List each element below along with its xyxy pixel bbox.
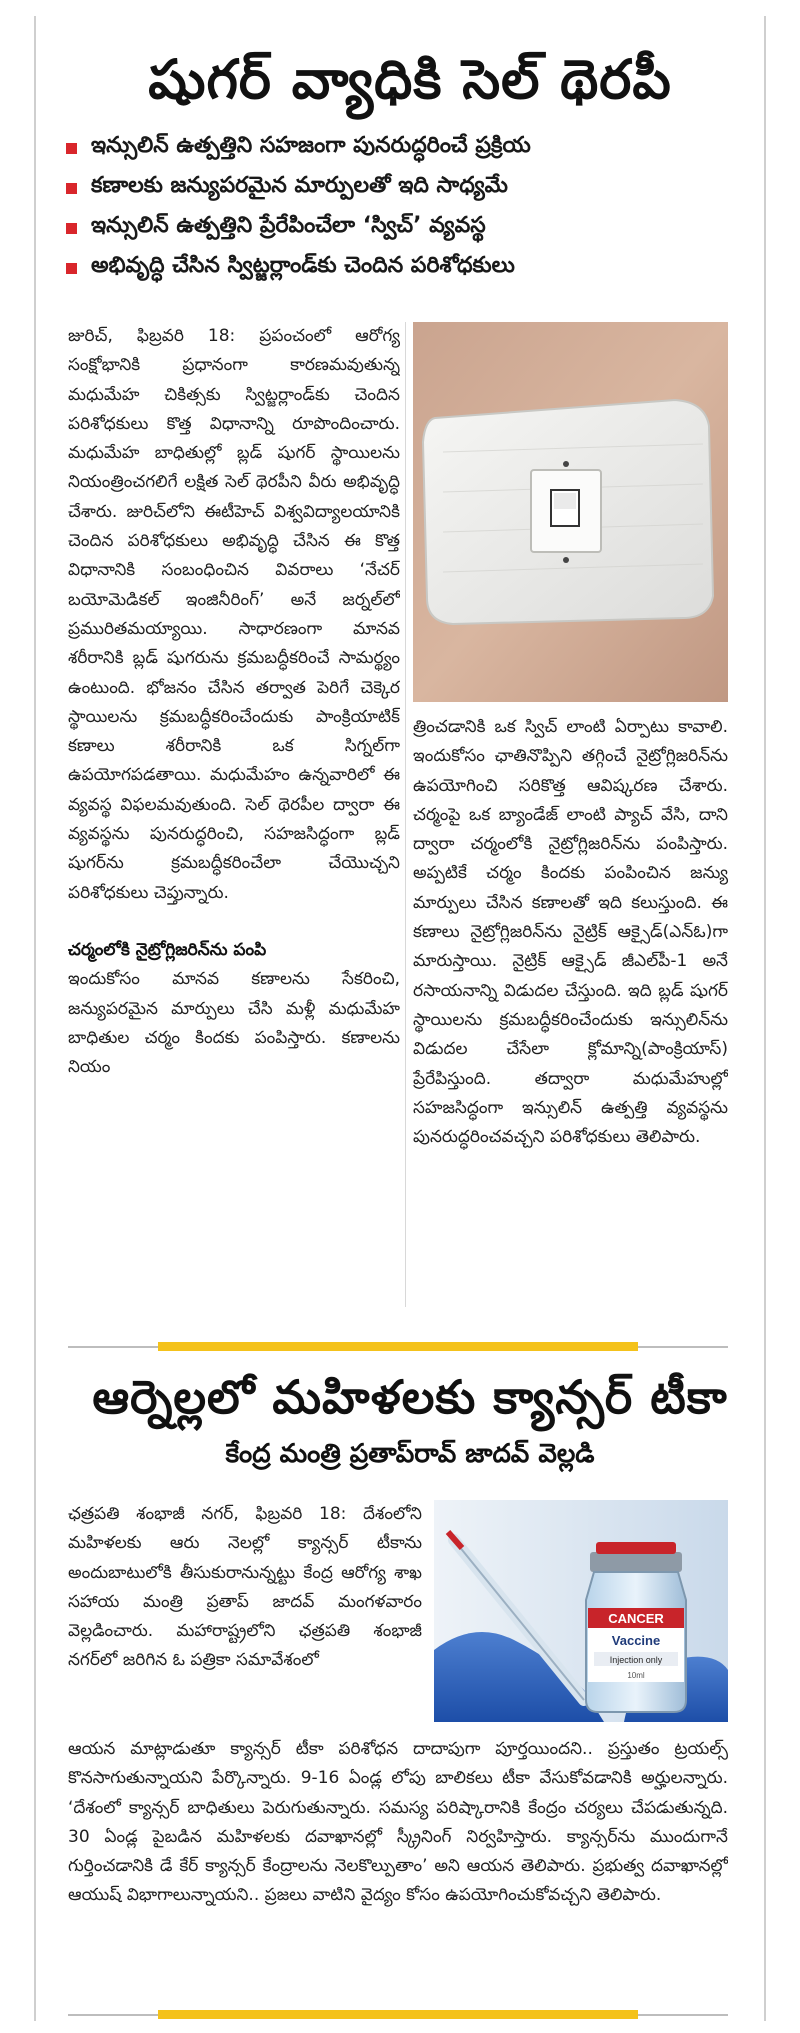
article1-right-column <box>413 713 728 1311</box>
bullet-item: ఇన్సులిన్ ఉత్పత్తిని సహజంగా పునరుద్ధరించే ప్రక్రియ <box>66 128 756 168</box>
left-border <box>34 16 36 2021</box>
vial-label-volume: 10ml <box>627 1671 645 1680</box>
article1-body-left: జురిచ్, ఫిబ్రవరి 18: ప్రపంచంలో ఆరోగ్య సంక్షోభానికి ప్రధానంగా కారణమవుతున్న మధుమేహ చికిత్సకు స్విట్జర్లాండ్‌కు చెందిన పరిశోధకులు కొత్త విధానాన్ని రూపొందించారు. మధుమేహ బాధితుల్లో బ్లడ్ షుగర్ స్థాయిలను నియంత్రించగలిగే లక్షిత సెల్ థెరపీని వీరు అభివృద్ధి చేశారు. జురిచ్‌లోని ఈటీహెచ్ విశ్వవిద్యాలయానికి చెందిన పరిశోధకులు అభివృద్ధి చేసిన ఈ కొత్త విధానానికి సంబంధించిన వివరాలు ‘నేచర్ బయోమెడికల్ ఇంజినీరింగ్’ అనే జర్నల్‌లో ప్రమురితమయ్యాయి. సాధారణంగా మానవ శరీరానికి బ్లడ్ షుగరును క్రమబద్ధీకరించే సామర్థ్యం ఉంటుంది. భోజనం చేసిన తర్వాత పెరిగే చెక్కెర స్థాయిలను క్రమబద్ధీకరించేందుకు పాంక్రియాటిక్ కణాలు శరీరానికి ఒక సిగ్నల్‌గా ఉపయోగపడతాయి. మధుమేహం ఉన్నవారిలో ఈ వ్యవస్థ విఫలమవుతుంది. సెల్ థెరపీల ద్వారా ఈ వ్యవస్థను పునరుద్ధరించి, సహజసిద్ధంగా బ్లడ్ షుగర్‌ను క్రమబద్ధీకరించేలా చేయొచ్చని పరిశోధకులు చెప్తున్నారు. <box>68 326 400 903</box>
bullet-item: అభివృద్ధి చేసిన స్విట్జర్లాండ్‌కు చెందిన పరిశోధకులు <box>66 248 756 288</box>
yellow-rule-top <box>158 1342 638 1351</box>
yellow-rule-bottom <box>158 2010 638 2019</box>
article1-headline: షుగర్ వ్యాధికి సెల్ థెరపీ <box>148 48 672 111</box>
bullet-item: ఇన్సులిన్ ఉత్పత్తిని ప్రేరేపించేలా ‘స్విచ్’ వ్యవస్థ <box>66 208 756 248</box>
vial-label-injection: Injection only <box>609 1655 663 1665</box>
article1-bullet-list <box>66 128 756 288</box>
article1-body-left-2: ఇందుకోసం మానవ కణాలను సేకరించి, జన్యుపరమైన మార్పులు చేసి మళ్లీ మధుమేహ బాధితుల చర్మం కిందకు పంపిస్తారు. కణాలను నియం <box>68 969 400 1078</box>
bullet-square-icon <box>66 263 77 274</box>
bullet-square-icon <box>66 223 77 234</box>
article1-subheading: చర్మంలోకి నైట్రోగ్లిజరిన్‌ను పంపి <box>68 939 267 960</box>
bullet-item: కణాలకు జన్యుపరమైన మార్పులతో ఇది సాధ్యమే <box>66 168 756 208</box>
bullet-square-icon <box>66 143 77 154</box>
vial-label-cancer: CANCER <box>608 1611 664 1626</box>
article2-subheadline: కేంద్ర మంత్రి ప్రతాప్‌రావ్ జాదవ్ వెల్లడి <box>225 1439 595 1469</box>
bullet-square-icon <box>66 183 77 194</box>
right-border <box>764 16 766 2021</box>
article2-bottom-text: ఆయన మాట్లాడుతూ క్యాన్సర్ టీకా పరిశోధన దాదాపుగా పూర్తయిందని.. ప్రస్తుతం ట్రయల్స్ కొనసాగుతున్నాయని పేర్కొన్నారు. 9-16 ఏండ్ల లోపు బాలికలు టీకా వేసుకోవడానికి అర్హులన్నారు. ‘దేశంలో క్యాన్సర్ బాధితులు పెరుగుతున్నారు. సమస్య పరిష్కారానికి కేంద్రం చర్యలు చేపడుతున్నది. 30 ఏండ్ల పైబడిన మహిళలకు దవాఖానల్లో స్క్రీనింగ్ నిర్వహిస్తారు. క్యాన్సర్‌ను ముందుగానే గుర్తించడానికి డే కేర్ క్యాన్సర్ కేంద్రాలను నెలకొల్పుతాం’ అని ఆయన తెలిపారు. ప్రభుత్వ దవాఖానల్లో ఆయుష్ విభాగాలున్నాయని.. ప్రజలు వాటిని వైద్యం కోసం ఉపయోగించుకోవచ్చని తెలిపారు. <box>68 1739 728 1906</box>
vial-label-vaccine: Vaccine <box>611 1633 661 1648</box>
skin-patch-photo <box>413 322 728 702</box>
cancer-vaccine-photo <box>434 1500 728 1722</box>
article1-body-right: త్రించడానికి ఒక స్విచ్ లాంటి ఏర్పాటు కావాలి. ఇందుకోసం ఛాతినొప్పిని తగ్గించే నైట్రోగ్లిజరిన్‌ను ఉపయోగించి సరికొత్త ఆవిష్కరణ చేశారు. చర్మంపై ఒక బ్యాండేజ్ లాంటి ప్యాచ్ వేసి, దాని ద్వారా చర్మంలోకి నైట్రోగ్లిజరిన్‌ను పంపిస్తారు. అప్పటికే చర్మం కిందకు పంపించిన జన్యు మార్పులు చేసిన కణాలతో ఇది కలుస్తుంది. ఈ కణాలు నైట్రోగ్లిజరిన్‌ను నైట్రిక్ ఆక్సైడ్(ఎన్ఓ)గా మారుస్తాయి. నైట్రిక్ ఆక్సైడ్ జీఎల్‌పీ-1 అనే రసాయనాన్ని విడుదల చేస్తుంది. ఇది బ్లడ్ షుగర్ స్థాయిలను క్రమబద్ధీకరించేందుకు ఇన్సులిన్‌ను విడుదల చేసేలా క్లోమాన్ని(పాంక్రియాస్) ప్రేరేపిస్తుంది. తద్వారా మధుమేహుల్లో సహజసిద్ధంగా ఇన్సులిన్ ఉత్పత్తి వ్యవస్థను పునరుద్ధరించవచ్చని పరిశోధకులు తెలిపారు. <box>413 717 728 1148</box>
article2-headline: ఆర్నెల్లలో మహిళలకు క్యాన్సర్ టీకా <box>92 1370 728 1424</box>
column-divider <box>405 322 406 1307</box>
article2-top-text: ఛత్రపతి శంభాజీ నగర్, ఫిబ్రవరి 18: దేశంలోని మహిళలకు ఆరు నెలల్లో క్యాన్సర్ టీకాను అందుబాటులోకి తీసుకురానున్నట్టు కేంద్ర ఆరోగ్య శాఖ సహాయ మంత్రి ప్రతాప్ జాదవ్ మంగళవారం వెల్లడించారు. మహారాష్ట్రలోని ఛత్రపతి శంభాజీ నగర్‌లో జరిగిన ఓ పత్రికా సమావేశంలో <box>68 1504 422 1671</box>
article1-left-column <box>68 322 400 1310</box>
